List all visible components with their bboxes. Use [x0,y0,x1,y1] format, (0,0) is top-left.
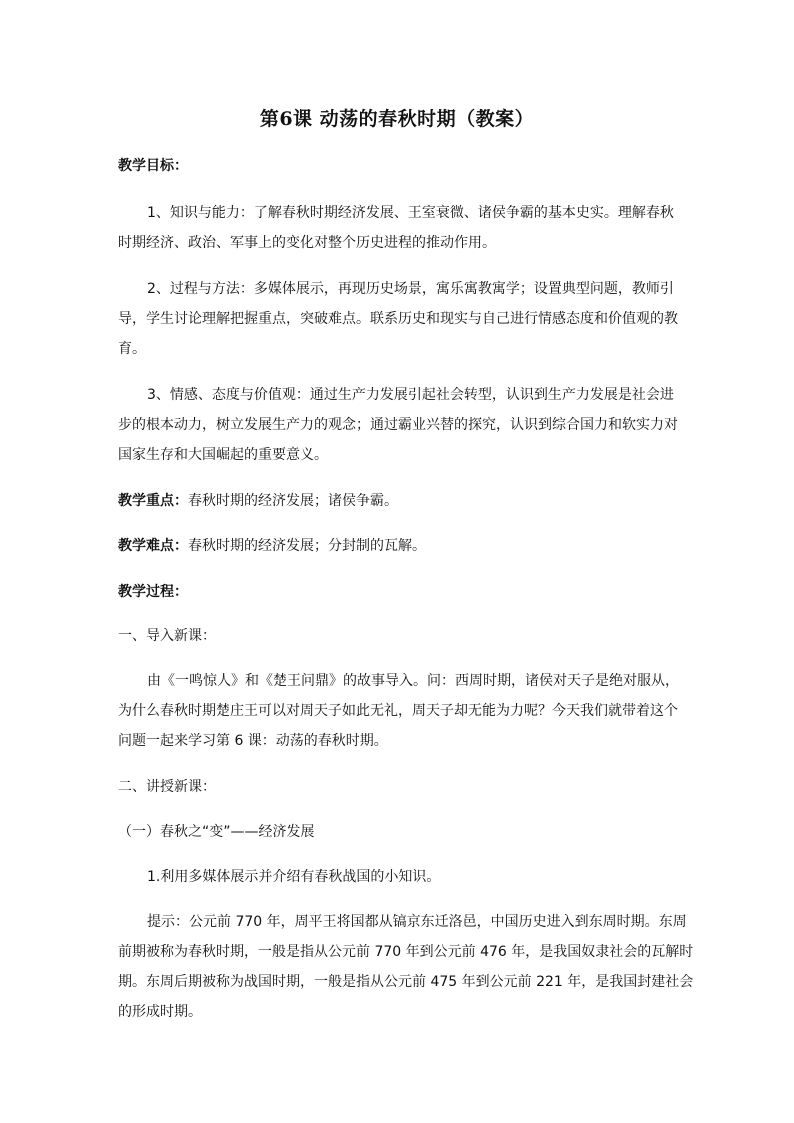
objective-3-line-2: 步的根本动力，树立发展生产力的观念；通过霸业兴替的探究，认识到综合国力和软实力对 [118,417,678,433]
objective-3-line-1: 3、情感、态度与价值观：通过生产力发展引起社会转型，认识到生产力发展是社会进 [147,387,674,403]
intro-line-2: 为什么春秋时期楚庄王可以对周天子如此无礼，周天子却无能为力呢？今天我们就带着这个 [118,703,678,719]
intro-line-1: 由《一鸣惊人》和《楚王问鼎》的故事导入。问：西周时期，诸侯对天子是绝对服从， [147,673,679,689]
tip-line-3: 期。东周后期被称为战国时期，一般是指从公元前 475 年到公元前 221 年，是我国封建社会 [118,974,694,990]
lecture-item-1: 1.利用多媒体展示并介绍有春秋战国的小知识。 [147,869,441,885]
difficulties-label: 教学难点： [118,538,188,554]
objective-2-line-2: 导，学生讨论理解把握重点，突破难点。联系历史和现实与自己进行情感态度和价值观的教 [118,311,678,327]
intro-heading: 一、导入新课： [118,628,216,644]
tip-line-2: 前期被称为春秋时期，一般是指从公元前 770 年到公元前 476 年，是我国奴隶社会的瓦解时 [118,944,694,960]
objective-3-line-3: 国家生存和大国崛起的重要意义。 [118,447,328,463]
objective-2-line-1: 2、过程与方法：多媒体展示，再现历史场景，寓乐寓教寓学；设置典型问题，教师引 [147,281,674,297]
page-title: 第6课 动荡的春秋时期（教案） [259,108,535,130]
difficulties-row [118,537,426,555]
lecture-subheading-1: （一）春秋之“变”——经济发展 [118,824,315,840]
key-points-row [118,492,398,510]
process-heading: 教学过程： [118,584,188,600]
objectives-heading: 教学目标： [118,158,188,174]
lecture-heading: 二、讲授新课： [118,779,216,795]
key-points-label: 教学重点： [118,493,188,509]
tip-line-4: 的形成时期。 [118,1004,202,1020]
objective-1-line-1: 1、知识与能力：了解春秋时期经济发展、王室衰微、诸侯争霸的基本史实。理解春秋 [147,205,674,221]
objective-2-line-3: 育。 [118,341,146,357]
objective-1-line-2: 时期经济、政治、军事上的变化对整个历史进程的推动作用。 [118,235,496,251]
tip-line-1: 提示：公元前 770 年，周平王将国都从镐京东迁洛邑，中国历史进入到东周时期。东周 [147,914,687,930]
intro-line-3: 问题一起来学习第 6 课：动荡的春秋时期。 [118,733,388,749]
key-points-text: 春秋时期的经济发展；诸侯争霸。 [188,493,398,509]
difficulties-text: 春秋时期的经济发展；分封制的瓦解。 [188,538,426,554]
